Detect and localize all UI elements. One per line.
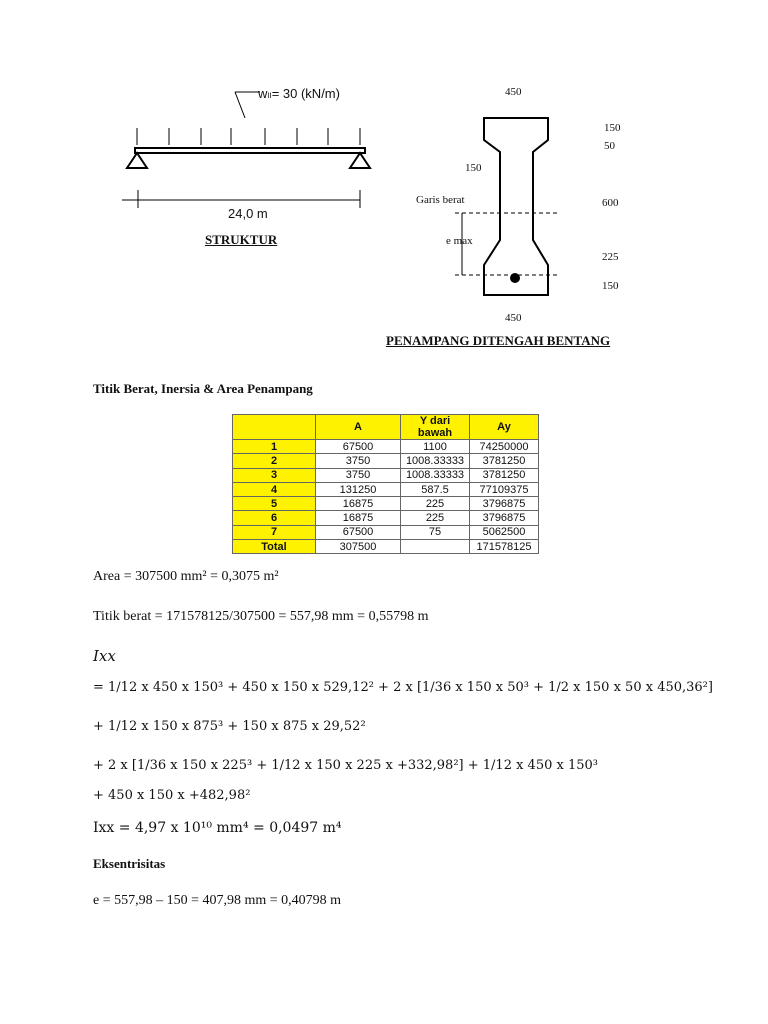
dim-600: 600 bbox=[602, 197, 619, 209]
section-titik-heading: Titik Berat, Inersia & Area Penampang bbox=[93, 381, 313, 396]
struktur-title: STRUKTUR bbox=[205, 232, 278, 247]
bottom-width-label: 450 bbox=[505, 312, 522, 324]
ixx-line-3: + 2 x [1/36 x 150 x 225³ + 1/12 x 150 x 225 x +332,98²] + 1/12 x 450 x 150³ bbox=[93, 758, 598, 773]
area-line: Area = 307500 mm² = 0,3075 m² bbox=[93, 569, 279, 584]
table-row: 7 67500 75 5062500 bbox=[233, 525, 539, 539]
penampang-title: PENAMPANG DITENGAH BENTANG bbox=[386, 333, 611, 348]
span-label: 24,0 m bbox=[228, 206, 268, 221]
ixx-label: Ixx bbox=[93, 647, 116, 665]
section-eksentrisitas: Eksentrisitas bbox=[93, 856, 166, 871]
eksentrisitas-line: e = 557,98 – 150 = 407,98 mm = 0,40798 m bbox=[93, 893, 342, 908]
table-row: 2 3750 1008.33333 3781250 bbox=[233, 454, 539, 468]
load-label: wₗₗ= 30 (kN/m) bbox=[258, 86, 340, 101]
ixx-line-2: + 1/12 x 150 x 875³ + 150 x 875 x 29,52² bbox=[93, 719, 366, 734]
titik-berat-line: Titik berat = 171578125/307500 = 557,98 mm = 0,55798 m bbox=[93, 609, 429, 624]
beam-svg bbox=[110, 80, 380, 250]
ixx-line-1: = 1/12 x 450 x 150³ + 450 x 150 x 529,12² + 2 x [1/36 x 150 x 50³ + 1/2 x 150 x 50 x 450,36²] bbox=[93, 680, 713, 695]
web-label: 150 bbox=[465, 162, 482, 174]
penampang-diagram bbox=[380, 80, 660, 350]
table-row: 5 16875 225 3796875 bbox=[233, 497, 539, 511]
dim-50: 50 bbox=[604, 140, 615, 152]
top-width-label: 450 bbox=[505, 86, 522, 98]
data-table: A Y dari bawah Ay 1 67500 1100 74250000 2 3750 1008.33333 3781250 3 3750 1008.33333 3781250 4 131250 587.5 77109375 5 16875 225 3796875 6 16875 225 3796875 7 67500 75 5062500 Total 307500 171578125 bbox=[232, 414, 539, 554]
table-row: 4 131250 587.5 77109375 bbox=[233, 482, 539, 496]
table-row: 6 16875 225 3796875 bbox=[233, 511, 539, 525]
struktur-diagram bbox=[110, 80, 380, 250]
dim-150b: 150 bbox=[602, 280, 619, 292]
ixx-result: Ixx = 4,97 x 10¹⁰ mm⁴ = 0,0497 m⁴ bbox=[93, 820, 342, 836]
dim-150: 150 bbox=[604, 122, 621, 134]
dim-225: 225 bbox=[602, 251, 619, 263]
table-row: 3 3750 1008.33333 3781250 bbox=[233, 468, 539, 482]
table-total-row: Total 307500 171578125 bbox=[233, 540, 539, 554]
table-row: 1 67500 1100 74250000 bbox=[233, 440, 539, 454]
emax-label: e max bbox=[446, 235, 473, 247]
garis-berat-label: Garis berat bbox=[416, 194, 465, 206]
ixx-line-4: + 450 x 150 x +482,98² bbox=[93, 788, 251, 803]
